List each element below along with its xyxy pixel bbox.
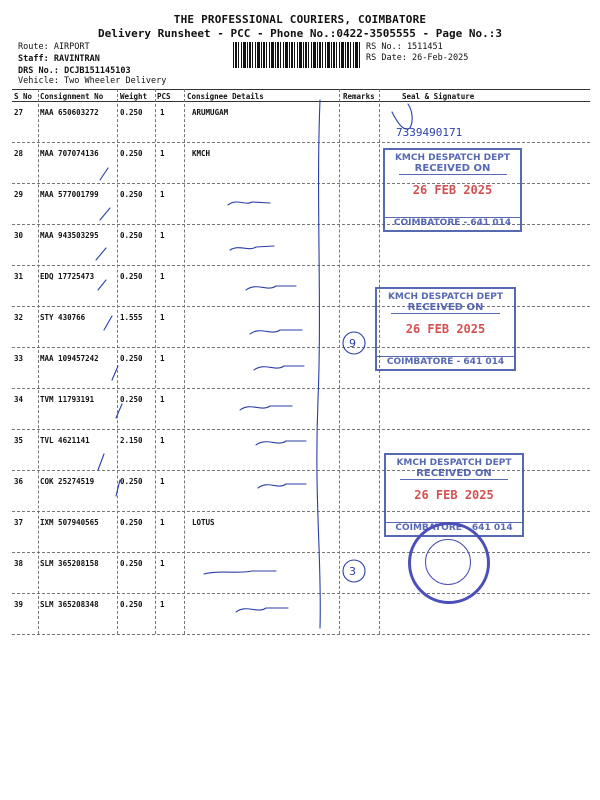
- cell-consignment: MAA 109457242: [40, 354, 99, 363]
- cell-pcs: 1: [160, 600, 165, 609]
- drs-number: DCJB151145103: [64, 66, 131, 76]
- cell-sno: 37: [14, 518, 24, 527]
- tick-mark: [104, 316, 112, 330]
- cell-consignment: EDQ 17725473: [40, 272, 95, 281]
- consignee-signature: [250, 330, 302, 334]
- remark-number-3: 3: [349, 565, 356, 578]
- consignee-signature: [204, 571, 276, 574]
- consignee-signature: [256, 441, 306, 445]
- cell-pcs: 1: [160, 149, 165, 158]
- stamp-received-on: RECEIVED ON: [400, 468, 509, 480]
- col-header-weight: Weight: [120, 92, 148, 101]
- cell-pcs: 1: [160, 272, 165, 281]
- cell-weight: 0.250: [120, 559, 143, 568]
- company-title: THE PROFESSIONAL COURIERS, COIMBATORE: [173, 13, 427, 26]
- cell-pcs: 1: [160, 313, 165, 322]
- col-header-seal-signature: Seal & Signature: [402, 92, 475, 101]
- cell-sno: 33: [14, 354, 24, 363]
- cell-weight: 0.250: [120, 354, 143, 363]
- consignee-signature: [240, 406, 292, 410]
- stamp-received-on: RECEIVED ON: [399, 163, 507, 175]
- lotus-hospital-round-stamp: [408, 522, 490, 604]
- cell-weight: 0.250: [120, 272, 143, 281]
- cell-consignee: ARUMUGAM: [192, 108, 229, 117]
- consignee-signature: [254, 366, 304, 370]
- rs-number: RS No.: 1511451: [366, 42, 443, 52]
- stamp-date: 26 FEB 2025: [412, 183, 493, 197]
- stamp-address: COIMBATORE - 641 014: [377, 356, 514, 367]
- cell-pcs: 1: [160, 354, 165, 363]
- cell-consignment: MAA 577001799: [40, 190, 99, 199]
- tick-mark: [100, 168, 108, 180]
- consignee-signature: [236, 608, 288, 612]
- tick-mark: [112, 366, 118, 380]
- cell-sno: 34: [14, 395, 24, 404]
- cell-weight: 0.250: [120, 190, 143, 199]
- tick-mark: [116, 480, 120, 496]
- vehicle-label: Vehicle: Two Wheeler Delivery: [18, 76, 167, 86]
- consignee-signature: [230, 246, 274, 250]
- cell-sno: 35: [14, 436, 24, 445]
- cell-consignment: IXM 507940565: [40, 518, 99, 527]
- tick-mark: [98, 454, 104, 470]
- cell-pcs: 1: [160, 108, 165, 117]
- remark-number-9: 9: [349, 337, 356, 350]
- col-header-consignment: Consignment No: [40, 92, 104, 101]
- cell-weight: 0.250: [120, 149, 143, 158]
- cell-sno: 36: [14, 477, 24, 486]
- staff-label: Staff:: [18, 54, 49, 64]
- kmch-received-stamp: [375, 287, 516, 371]
- cell-consignment: TVM 11793191: [40, 395, 95, 404]
- cell-weight: 1.555: [120, 313, 143, 322]
- rs-date: RS Date: 26-Feb-2025: [366, 53, 469, 63]
- cell-sno: 39: [14, 600, 24, 609]
- consignee-signature: [246, 286, 296, 290]
- staff-name: RAVINTRAN: [53, 54, 100, 64]
- cell-weight: 2.150: [120, 436, 143, 445]
- stamp-dept: KMCH DESPATCH DEPT: [387, 292, 504, 302]
- route-label: Route: AIRPORT: [18, 42, 90, 52]
- stamp-received-on: RECEIVED ON: [391, 302, 501, 314]
- cell-pcs: 1: [160, 477, 165, 486]
- cell-sno: 32: [14, 313, 24, 322]
- round-stamp-inner-ring: [425, 539, 471, 585]
- cell-pcs: 1: [160, 395, 165, 404]
- cell-consignment: SLM 365208158: [40, 559, 99, 568]
- cell-weight: 0.250: [120, 108, 143, 117]
- cell-consignment: STY 430766: [40, 313, 86, 322]
- stamp-date: 26 FEB 2025: [405, 322, 486, 336]
- cell-sno: 28: [14, 149, 24, 158]
- cell-weight: 0.250: [120, 477, 143, 486]
- col-header-remarks: Remarks: [343, 92, 375, 101]
- cell-sno: 29: [14, 190, 24, 199]
- cell-consignment: MAA 650603272: [40, 108, 99, 117]
- col-header-sno: S No: [14, 92, 33, 101]
- cell-weight: 0.250: [120, 600, 143, 609]
- stamp-date: 26 FEB 2025: [414, 488, 494, 502]
- cell-weight: 0.250: [120, 231, 143, 240]
- cell-sno: 30: [14, 231, 24, 240]
- cell-weight: 0.250: [120, 395, 143, 404]
- cell-consignment: TVL 4621141: [40, 436, 90, 445]
- cell-consignment: SLM 365208348: [40, 600, 99, 609]
- stamp-dept: KMCH DESPATCH DEPT: [394, 153, 511, 163]
- cell-consignment: COK 25274519: [40, 477, 95, 486]
- cell-pcs: 1: [160, 559, 165, 568]
- cell-consignment: MAA 943503295: [40, 231, 99, 240]
- cell-pcs: 1: [160, 518, 165, 527]
- col-header-pcs: PCS: [157, 92, 171, 101]
- cell-sno: 31: [14, 272, 24, 281]
- cell-pcs: 1: [160, 190, 165, 199]
- runsheet-subtitle: Delivery Runsheet - PCC - Phone No.:0422-3505555 - Page No.:3: [98, 27, 502, 40]
- cell-weight: 0.250: [120, 518, 143, 527]
- drs-label: DRS No.:: [18, 66, 59, 76]
- cell-consignee: KMCH: [192, 149, 211, 158]
- kmch-received-stamp: [383, 148, 522, 232]
- cell-sno: 38: [14, 559, 24, 568]
- cell-consignment: MAA 707074136: [40, 149, 99, 158]
- tick-mark: [100, 208, 110, 220]
- remarks-bracket-line: [317, 100, 320, 628]
- cell-consignee: LOTUS: [192, 518, 215, 527]
- consignee-signature: [258, 484, 306, 488]
- tick-mark: [98, 280, 106, 290]
- stamp-address: COIMBATORE - 641 014: [386, 522, 522, 533]
- tick-mark: [96, 248, 106, 260]
- stamp-address: COIMBATORE - 641 014: [385, 217, 520, 228]
- col-header-consignee: Consignee Details: [187, 92, 264, 101]
- phone-handwritten-note: 7339490171: [396, 126, 463, 139]
- tick-mark: [116, 404, 122, 418]
- cell-sno: 27: [14, 108, 24, 117]
- cell-pcs: 1: [160, 231, 165, 240]
- stamp-dept: KMCH DESPATCH DEPT: [396, 458, 512, 468]
- consignee-signature: [228, 202, 270, 205]
- cell-pcs: 1: [160, 436, 165, 445]
